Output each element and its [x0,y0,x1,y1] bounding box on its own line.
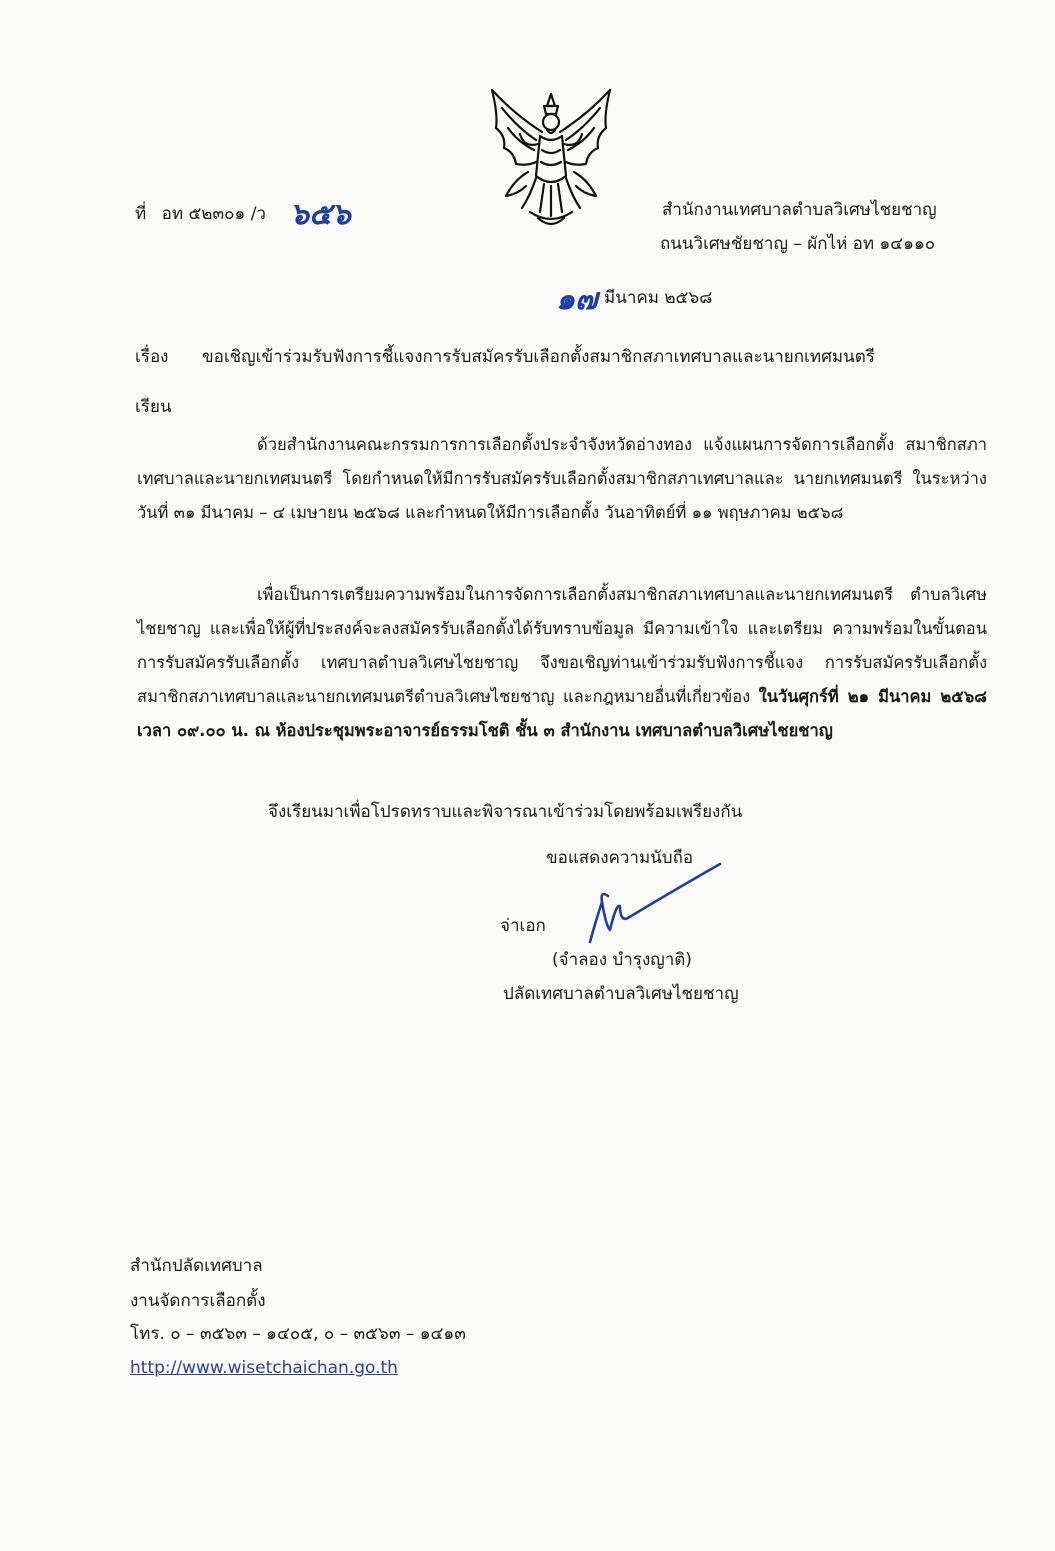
reference-handwritten-number: ๖๕๖ [290,197,351,232]
garuda-emblem-icon [484,84,618,234]
signer-position: ปลัดเทศบาลตำบลวิเศษไชยชาญ [503,984,739,1004]
body-paragraph-2 [137,578,987,788]
signer-name: (จำลอง บำรุงญาติ) [552,950,692,970]
office-name: สำนักงานเทศบาลตำบลวิเศษไชยชาญ [662,200,937,220]
meeting-details: ในวันศุกร์ที่ ๒๑ มีนาคม ๒๕๖๘ เวลา ๐๙.๐๐ น. ณ ห้องประชุมพระอาจารย์ธรรมโชติ ชั้น ๓ สำนักงาน เทศบาลตำบลวิเศษไชยชาญ [137,687,987,740]
reference-label: ที่ [135,204,147,224]
footer-department: สำนักปลัดเทศบาล [130,1256,263,1276]
footer-section: งานจัดการเลือกตั้ง [130,1291,266,1311]
closing-sentence: จึงเรียนมาเพื่อโปรดทราบและพิจารณาเข้าร่วมโดยพร้อมเพรียงกัน [268,802,743,822]
regards: ขอแสดงความนับถือ [546,848,694,868]
footer-website-link[interactable]: http://www.wisetchaichan.go.th [130,1358,398,1378]
subject-text: ขอเชิญเข้าร่วมรับฟังการชี้แจงการรับสมัครรับเลือกตั้งสมาชิกสภาเทศบาลและนายกเทศมนตรี [202,347,875,367]
office-address: ถนนวิเศษชัยชาญ – ผักไห่ อท ๑๔๑๑๐ [660,234,936,254]
subject-label: เรื่อง [135,347,169,367]
salutation: เรียน [135,397,172,417]
footer-phone: โทร. ๐ – ๓๕๖๓ – ๑๔๐๕, ๐ – ๓๕๖๓ – ๑๔๑๓ [130,1324,466,1344]
date-month-year: มีนาคม ๒๕๖๘ [604,288,713,308]
body-paragraph-2-text: เพื่อเป็นการเตรียมความพร้อมในการจัดการเลือกตั้งสมาชิกสภาเทศบาลและนายกเทศมนตรี ตำบลวิเศษไชยชาญ และเพื่อให้ผู้ที่ประสงค์จะลงสมัครรับเลือกตั้งได้รับทราบข้อมูล มีความเข้าใจ และเตรียม ความพร้อมในขั้นตอนการรับสมัครรับเลือกตั้ง เทศบาลตำบลวิเศษไชยชาญ จึงขอเชิญท่านเข้าร่วมรับฟังการชี้แจง การรับสมัครรับเลือกตั้งสมาชิกสภาเทศบาลและนายกเทศมนตรีตำบลวิเศษไชยชาญ และกฎหมายอื่นที่เกี่ยวข้อง [137,585,987,706]
body-paragraph-1-text: ด้วยสำนักงานคณะกรรมการการเลือกตั้งประจำจังหวัดอ่างทอง แจ้งแผนการจัดการเลือกตั้ง สมาชิกสภาเทศบาลและนายกเทศมนตรี โดยกำหนดให้มีการรับสมัครรับเลือกตั้งสมาชิกสภาเทศบาลและ นายกเทศมนตรี ในระหว่างวันที่ ๓๑ มีนาคม – ๔ เมษายน ๒๕๖๘ และกำหนดให้มีการเลือกตั้ง วันอาทิตย์ที่ ๑๑ พฤษภาคม ๒๕๖๘ [137,435,987,522]
date-day-handwritten: ๑๗ [556,282,598,317]
signer-rank: จ่าเอก [500,916,546,936]
reference-code: อท ๕๒๓๐๑ /ว [161,204,266,224]
body-paragraph-1 [137,428,987,568]
handwritten-signature-icon [584,860,724,950]
